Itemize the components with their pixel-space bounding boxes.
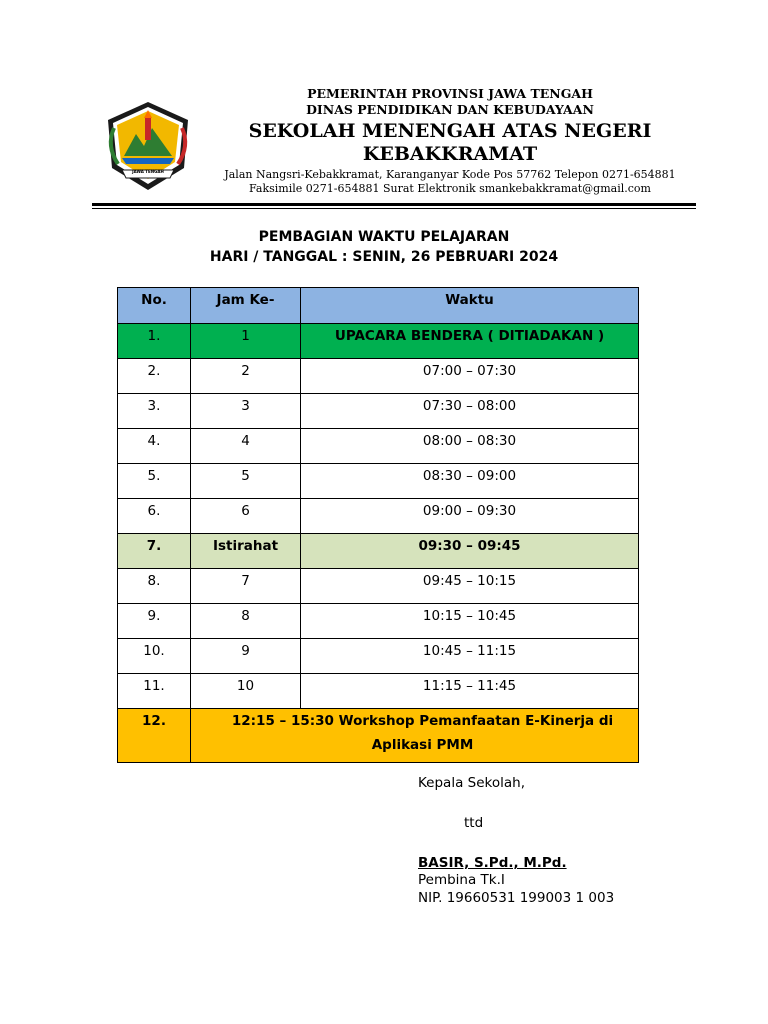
school-contact: Faksimile 0271-654881 Surat Elektronik smankebakkramat@gmail.com	[249, 182, 651, 195]
header-jam: Jam Ke-	[191, 288, 301, 324]
logo-ribbon-text: JAWA TENGAH	[132, 169, 164, 174]
cell-workshop: 12:15 – 15:30 Workshop Pemanfaatan E-Kinerja di Aplikasi PMM	[191, 709, 639, 763]
table-row	[118, 604, 639, 639]
cell-no: 10.	[118, 639, 191, 674]
schedule-table	[117, 287, 639, 763]
cell-no: 12.	[118, 709, 191, 763]
cell-no: 9.	[118, 604, 191, 639]
cell-jam: 1	[191, 324, 301, 359]
cell-jam: 3	[191, 394, 301, 429]
cell-jam: 7	[191, 569, 301, 604]
cell-no: 1.	[118, 324, 191, 359]
signature-ttd: ttd	[464, 815, 484, 831]
document-date: HARI / TANGGAL : SENIN, 26 PEBRUARI 2024	[209, 249, 559, 265]
cell-waktu: 09:30 – 09:45	[301, 534, 639, 569]
school-name-line1: SEKOLAH MENENGAH ATAS NEGERI	[248, 120, 652, 142]
table-row-break	[118, 534, 639, 569]
table-row	[118, 674, 639, 709]
table-header-row	[118, 288, 639, 324]
cell-no: 6.	[118, 499, 191, 534]
table-row	[118, 499, 639, 534]
cell-jam: 10	[191, 674, 301, 709]
cell-jam: 2	[191, 359, 301, 394]
province-logo	[100, 98, 196, 194]
school-address: Jalan Nangsri-Kebakkramat, Karanganyar Kode Pos 57762 Telepon 0271-654881	[224, 168, 676, 181]
cell-waktu: 07:00 – 07:30	[301, 359, 639, 394]
cell-waktu: 08:00 – 08:30	[301, 429, 639, 464]
cell-jam: 4	[191, 429, 301, 464]
cell-no: 4.	[118, 429, 191, 464]
signatory-nip: NIP. 19660531 199003 1 003	[418, 890, 615, 906]
government-name: PEMERINTAH PROVINSI JAWA TENGAH	[307, 86, 593, 101]
cell-waktu: 09:45 – 10:15	[301, 569, 639, 604]
department-name: DINAS PENDIDIKAN DAN KEBUDAYAAN	[306, 102, 594, 117]
signatory-name: BASIR, S.Pd., M.Pd.	[418, 855, 567, 871]
table-row	[118, 639, 639, 674]
table-row	[118, 324, 639, 359]
cell-no: 5.	[118, 464, 191, 499]
header-no: No.	[118, 288, 191, 324]
cell-jam: 5	[191, 464, 301, 499]
letterhead-divider-thin	[92, 208, 696, 209]
cell-waktu: 08:30 – 09:00	[301, 464, 639, 499]
cell-waktu: 10:15 – 10:45	[301, 604, 639, 639]
cell-jam: 6	[191, 499, 301, 534]
table-row	[118, 464, 639, 499]
cell-jam: 8	[191, 604, 301, 639]
cell-jam: Istirahat	[191, 534, 301, 569]
cell-no: 8.	[118, 569, 191, 604]
cell-no: 11.	[118, 674, 191, 709]
letterhead-divider-thick	[92, 203, 696, 206]
cell-waktu: 09:00 – 09:30	[301, 499, 639, 534]
cell-waktu: 11:15 – 11:45	[301, 674, 639, 709]
letterhead	[200, 86, 700, 196]
signature-role: Kepala Sekolah,	[418, 775, 525, 791]
table-row-workshop	[118, 709, 639, 763]
table-row	[118, 394, 639, 429]
cell-waktu: 10:45 – 11:15	[301, 639, 639, 674]
cell-waktu: 07:30 – 08:00	[301, 394, 639, 429]
cell-jam: 9	[191, 639, 301, 674]
cell-waktu: UPACARA BENDERA ( DITIADAKAN )	[301, 324, 639, 359]
table-row	[118, 569, 639, 604]
school-name-line2: KEBAKKRAMAT	[362, 143, 538, 165]
document-title: PEMBAGIAN WAKTU PELAJARAN	[258, 229, 510, 245]
cell-no: 3.	[118, 394, 191, 429]
table-row	[118, 359, 639, 394]
table-row	[118, 429, 639, 464]
cell-no: 2.	[118, 359, 191, 394]
header-waktu: Waktu	[301, 288, 639, 324]
cell-no: 7.	[118, 534, 191, 569]
signatory-rank: Pembina Tk.I	[418, 872, 505, 888]
